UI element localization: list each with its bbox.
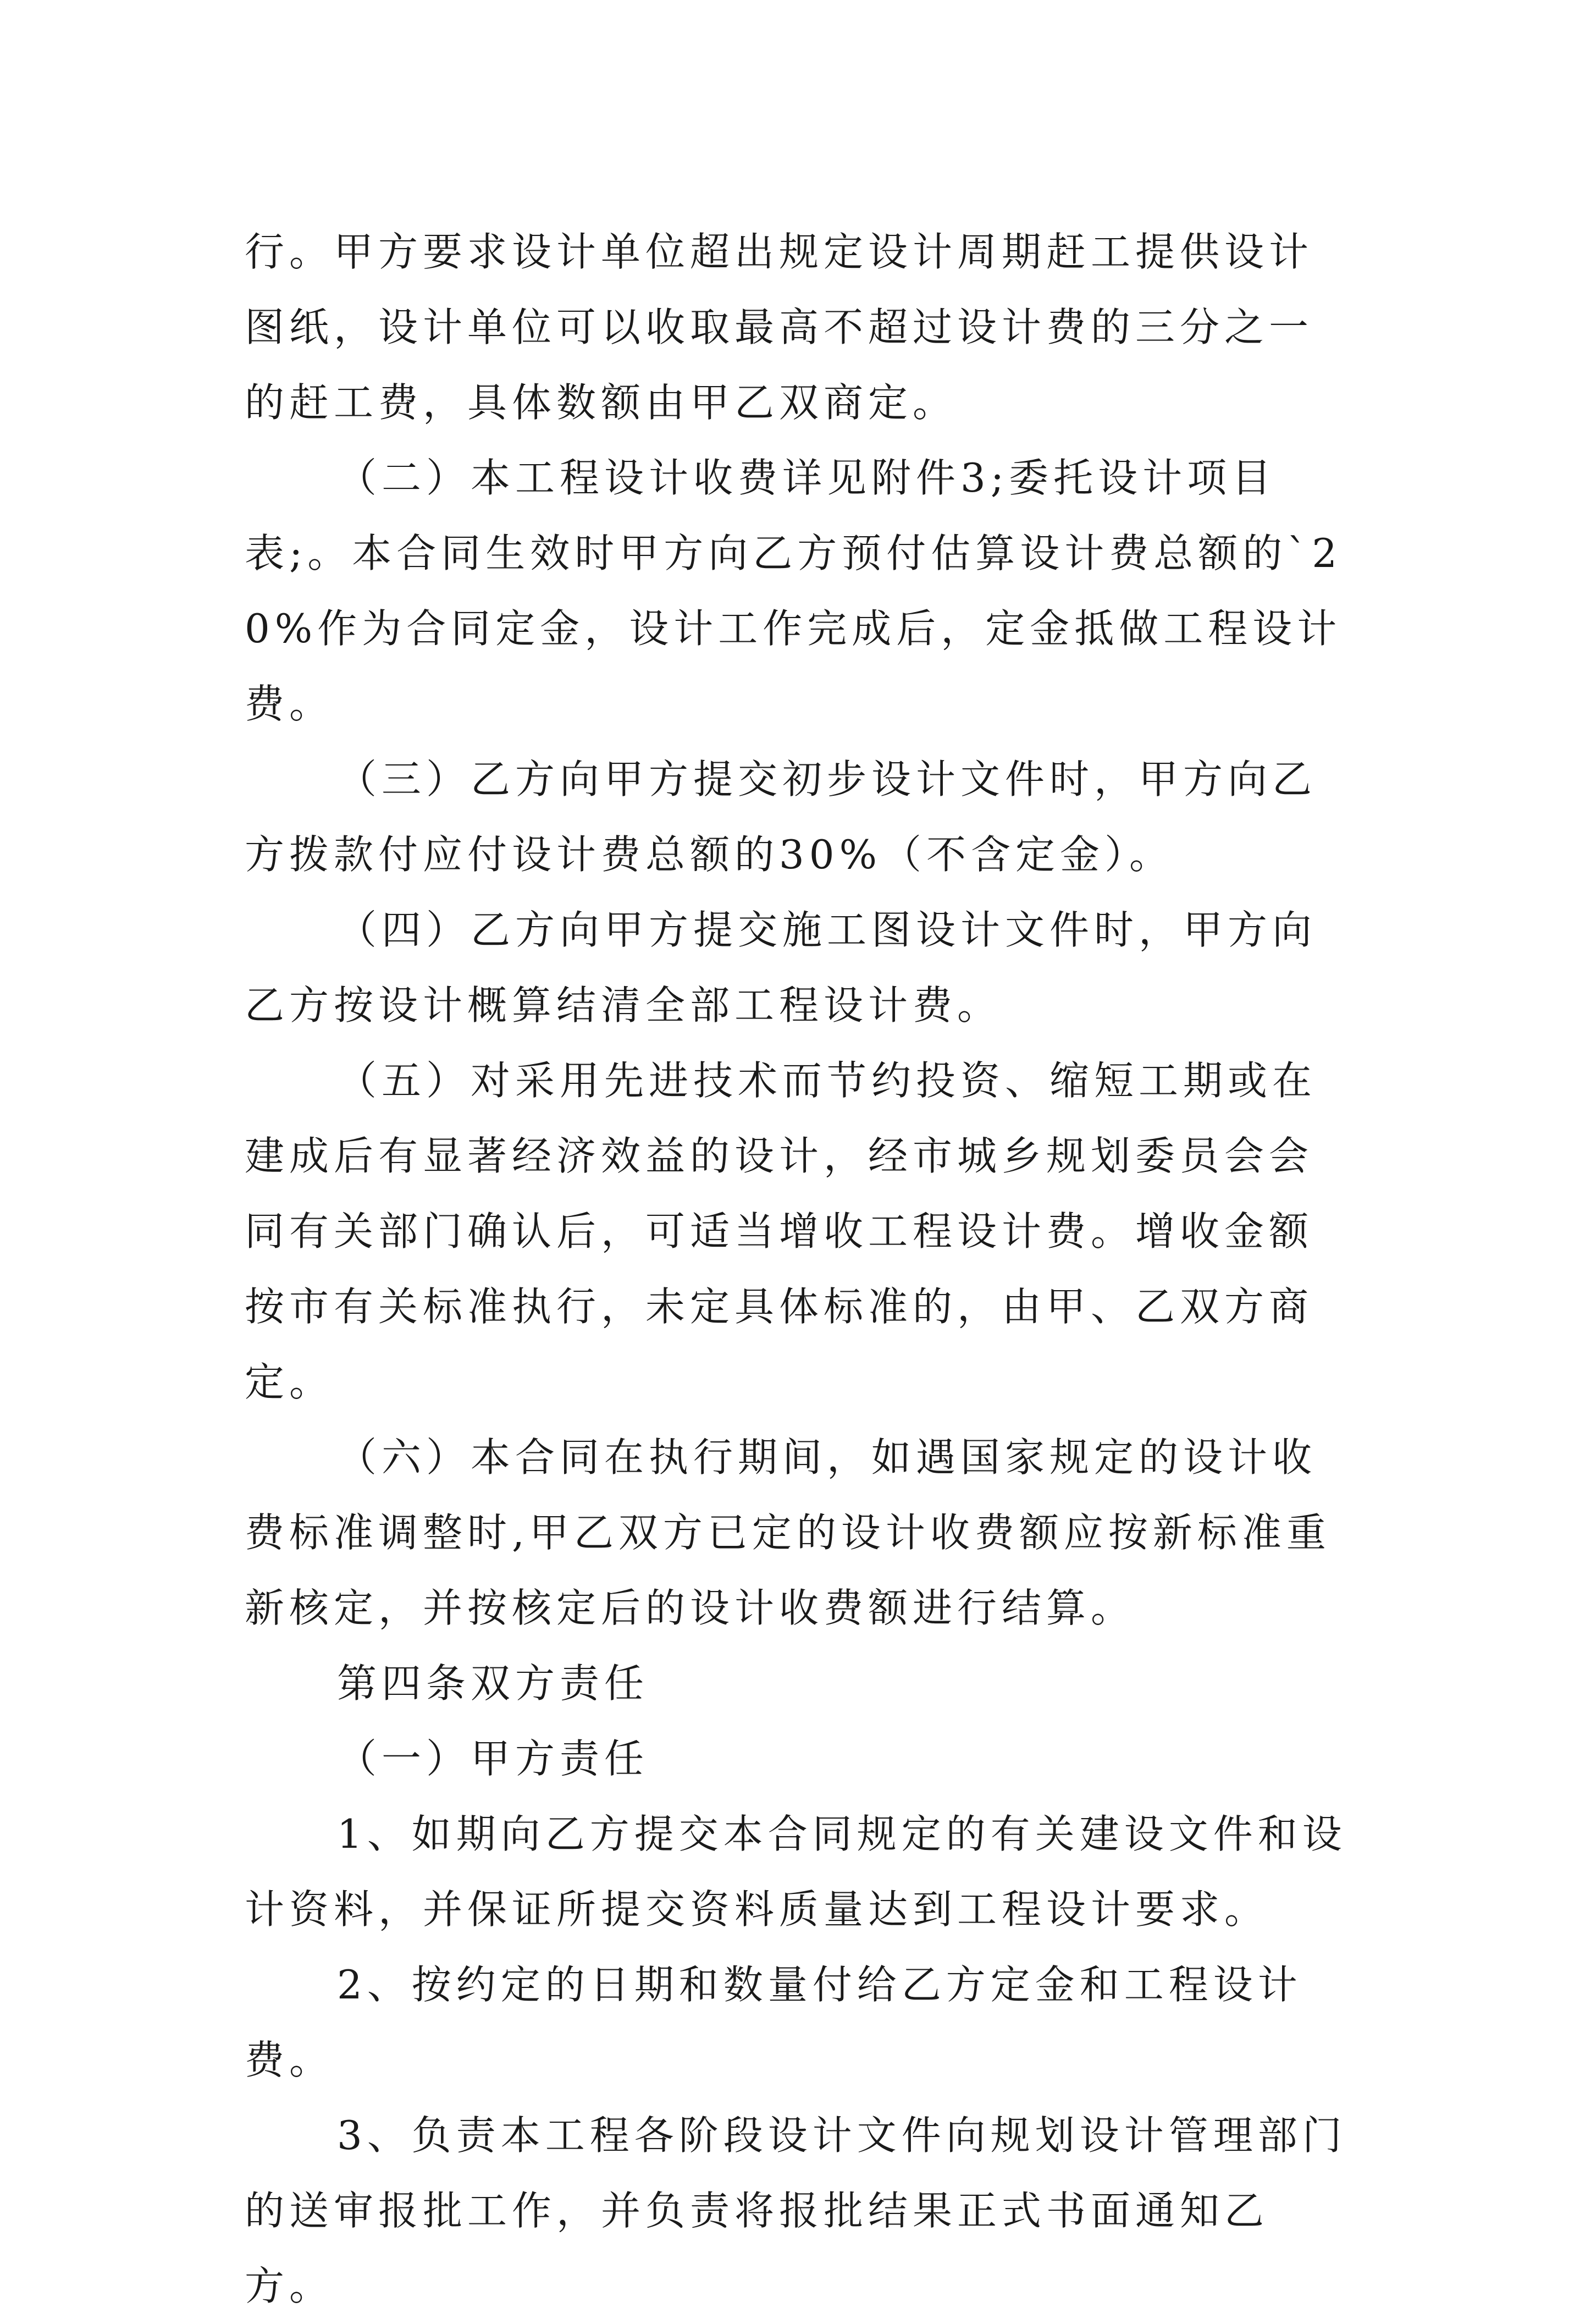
article-four-heading: 第四条双方责任 xyxy=(337,1660,649,1706)
paragraph-rush-fee: 行。甲方要求设计单位超出规定设计周期赶工提供设计图纸，设计单位可以收取最高不超过设计费的三分之一的赶工费，具体数额由甲乙双商定。 xyxy=(245,229,1314,426)
document-body xyxy=(245,214,1352,2324)
responsibility-item-2: 2、按约定的日期和数量付给乙方定金和工程设计费。 xyxy=(245,1962,1302,2083)
paragraph-fee-adjustment: （六）本合同在执行期间，如遇国家规定的设计收费标准调整时,甲乙双方已定的设计收费额应按新标准重新核定，并按核定后的设计收费额进行结算。 xyxy=(245,1434,1331,1631)
party-a-responsibility-heading: （一）甲方责任 xyxy=(337,1736,649,1782)
paragraph-additional-fee: （五）对采用先进技术而节约投资、缩短工期或在建成后有显著经济效益的设计，经市城乡规划委员会会同有关部门确认后，可适当增收工程设计费。增收金额按市有关标准执行，未定具体标准的，由甲、乙双方商定。 xyxy=(245,1058,1317,1405)
responsibility-item-3: 3、负责本工程各阶段设计文件向规划设计管理部门的送审报批工作，并负责将报批结果正式书面通知乙方。 xyxy=(245,2112,1347,2309)
paragraph-design-fee-deposit: （二）本工程设计收费详见附件3;委托设计项目表;。本合同生效时甲方向乙方预付估算设计费总额的`20%作为合同定金，设计工作完成后，定金抵做工程设计费。 xyxy=(245,455,1343,727)
paragraph-construction-drawing-payment: （四）乙方向甲方提交施工图设计文件时，甲方向乙方按设计概算结清全部工程设计费。 xyxy=(245,907,1317,1028)
paragraph-preliminary-design-payment: （三）乙方向甲方提交初步设计文件时，甲方向乙方拨款付应付设计费总额的30%（不含定金）。 xyxy=(245,756,1317,878)
responsibility-item-1: 1、如期向乙方提交本合同规定的有关建设文件和设计资料，并保证所提交资料质量达到工程设计要求。 xyxy=(245,1811,1347,1932)
